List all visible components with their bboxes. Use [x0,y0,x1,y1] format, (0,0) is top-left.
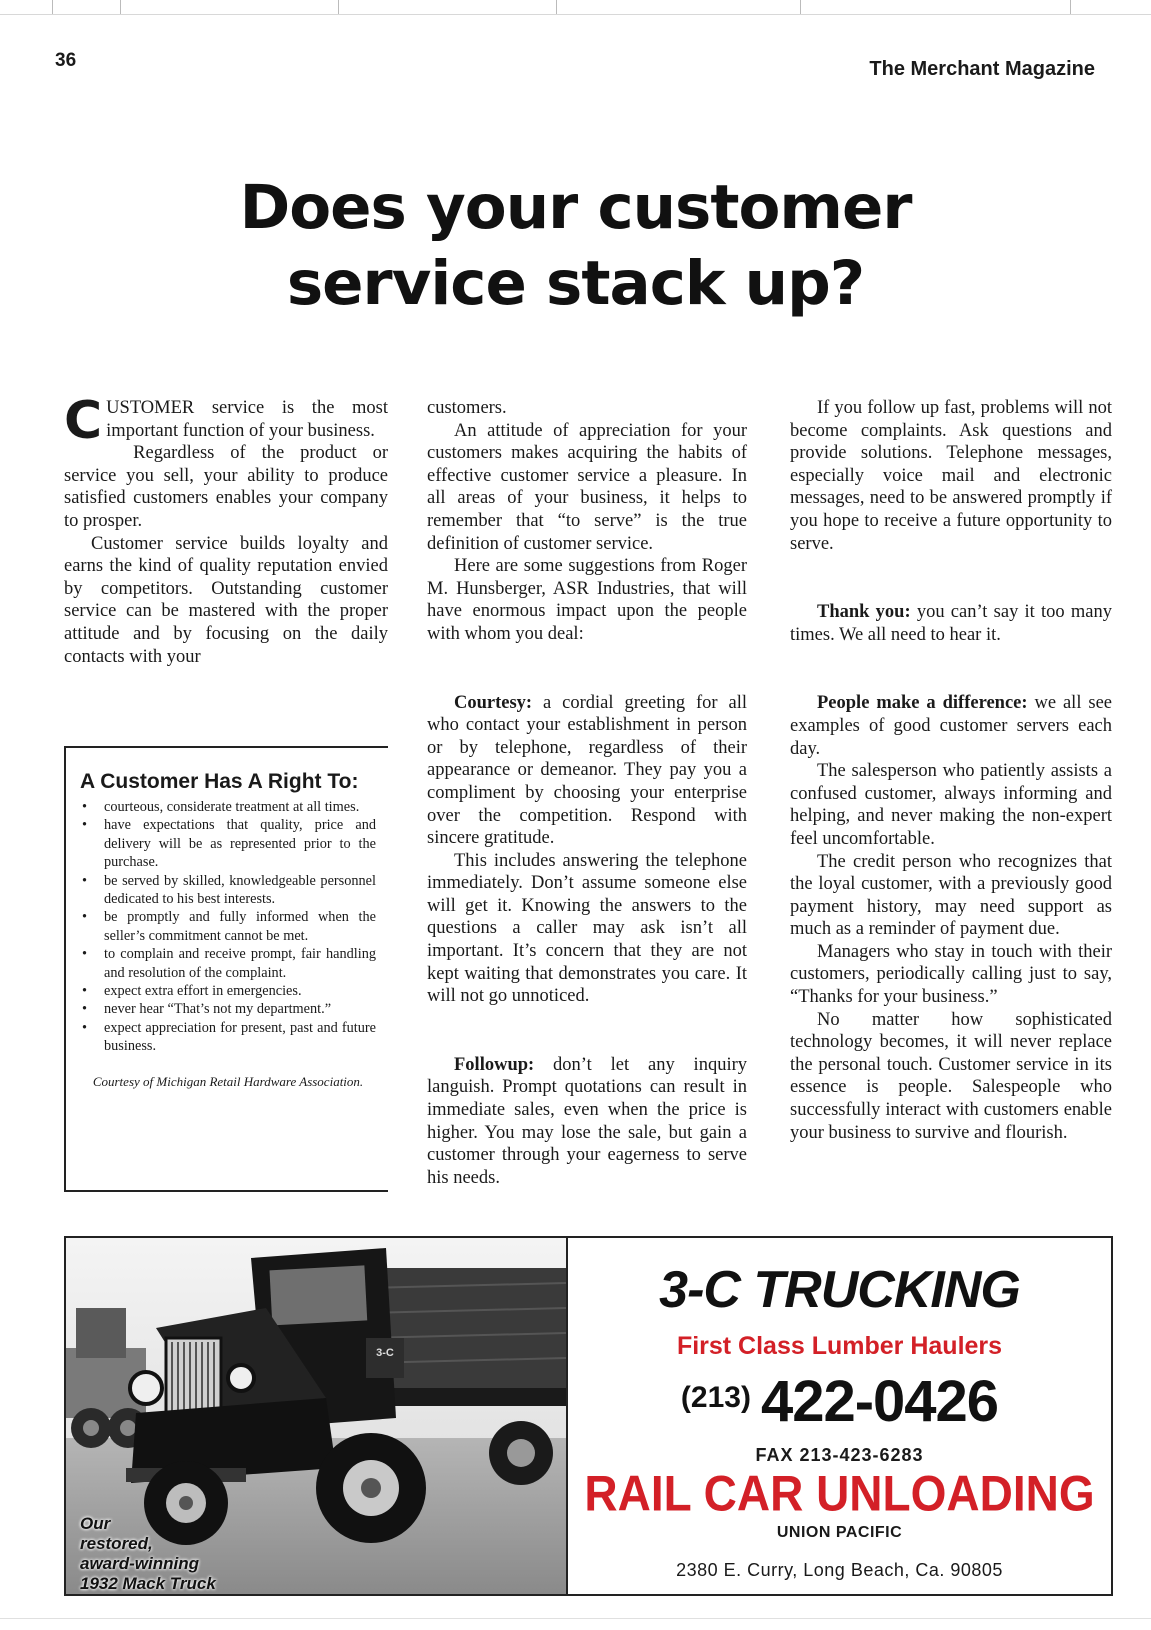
article-column-2 [427,397,747,1189]
paragraph [64,391,388,451]
thank-you-label: Thank you: [817,602,911,623]
people-label: People make a difference: [817,693,1028,714]
paragraph: Regardless of the product or service you sell, your ability to produce satisfied customers enables your company to prosper. [64,443,388,531]
company-name: 3-C TRUCKING [659,1261,1020,1319]
list-item: • expect extra effort in emergencies. [82,983,302,1000]
bottom-crop-rule [0,1618,1151,1630]
paragraph: Here are some suggestions from Roger M. Hunsberger, ASR Industries, that will have enormous impact upon the people with whom you deal: [427,556,747,644]
truck-photo [66,1238,568,1594]
article-headline [60,170,1091,322]
union-pacific: UNION PACIFIC [776,1524,903,1541]
paragraph: The credit person who recognizes that the loyal customer, with a previously good payment history, may need support as much as a reminder of payment due. [790,851,1112,940]
paragraph: No matter how sophisticated technology becomes, it will never replace the personal touch. Customer service in its essence is people. Salespeople who successfully interact with customers enable your business to survive and flourish. [790,1009,1112,1143]
drop-cap: C [64,391,103,451]
article-column-3 [790,397,1112,1144]
rail-car-unloading: RAIL CAR UNLOADING [584,1464,1095,1522]
paragraph: The salesperson who patiently assists a confused customer, always informing and helping, and never making the non-expert feel uncomfortable. [790,761,1112,849]
ad-copy [568,1238,1111,1594]
list-item: • be promptly and fully informed when the seller’s commitment cannot be met. [82,909,376,944]
paragraph: Followup: don’t let any inquiry languish. Prompt quotations can result in immediate sales, even when the price is higher. You may lose the sale, but gain a customer through your eagerness to serve his needs. [427,1054,747,1188]
followup-label: Followup: [454,1054,535,1075]
rights-list [80,798,376,1056]
paragraph: People make a difference: we all see examples of good customer servers each day. [790,693,1113,759]
top-crop-rule [0,0,1151,15]
paragraph: customers. [427,398,507,418]
paragraph: Managers who stay in touch with their customers, periodically calling just to say, “Thanks for your business.” [790,941,1112,1008]
courtesy-label: Courtesy: [454,692,533,713]
trucking-advertisement [64,1236,1113,1596]
list-item: • to complain and receive prompt, fair handling and resolution of the complaint. [82,946,376,981]
headline-line-1: Does your customer [239,172,912,243]
paragraph-text: USTOMER service is the most important function of your business. [106,398,388,441]
list-item: • courteous, considerate treatment at all times. [82,799,360,815]
paragraph: Customer service builds loyalty and earns the kind of quality reputation envied by competitors. Outstanding customer service can be mastered with the proper attitude and by focusing on the daily contacts with your [64,533,388,667]
paragraph: This includes answering the telephone immediately. Don’t assume someone else will get it. Knowing the answers to the questions a caller may ask isn’t all important. It’s concern that they are not kept waiting that demonstrates you care. It will not go unnoticed. [427,850,747,1007]
ad-address: 2380 E. Curry, Long Beach, Ca. 90805 [676,1560,1003,1580]
paragraph: If you follow up fast, problems will not become complaints. Ask questions and provide solutions. Telephone messages, especially voice mail and electronic messages, need to be answered promptly if you hope to receive a future opportunity to serve. [790,398,1112,554]
page-number: 36 [55,50,77,71]
phone-number: (213) 422-0426 [680,1369,999,1434]
sidebar-credit: Courtesy of Michigan Retail Hardware Association. [92,1073,364,1089]
headline-line-2: service stack up? [286,248,865,319]
list-item: • never hear “That’s not my department.” [82,1001,332,1018]
article-column-1 [64,391,388,668]
paragraph: An attitude of appreciation for your customers makes acquiring the habits of effective customer service a pleasure. In all areas of your business, it helps to remember that “to serve” is the true definition of customer service. [427,420,747,554]
sidebar-title: A Customer Has A Right To: [80,770,359,793]
ad-tagline: First Class Lumber Haulers [676,1332,1003,1360]
magazine-name: The Merchant Magazine [869,58,1095,80]
door-logo: 3-C [376,1347,394,1359]
paragraph: Courtesy: a cordial greeting for all who contact your establishment in person or by telephone, regardless of their appearance or demeanor. They pay you a compliment by choosing your enterprise over the competition. Respond with sincere gratitude. [427,692,747,849]
customer-rights-sidebar [64,746,388,1192]
list-item: • be served by skilled, knowledgeable personnel dedicated to his best interests. [82,872,376,908]
paragraph: Thank you: you can’t say it too many times. We all need to hear it. [790,602,1112,645]
fax-number: FAX 213-423-6283 [755,1445,924,1465]
list-item: • have expectations that quality, price and delivery will be as represented prior to the purchase. [82,817,376,871]
photo-caption: Our restored, award-winning 1932 Mack Truck [80,1514,216,1593]
list-item: • expect appreciation for present, past and future business. [82,1019,376,1055]
